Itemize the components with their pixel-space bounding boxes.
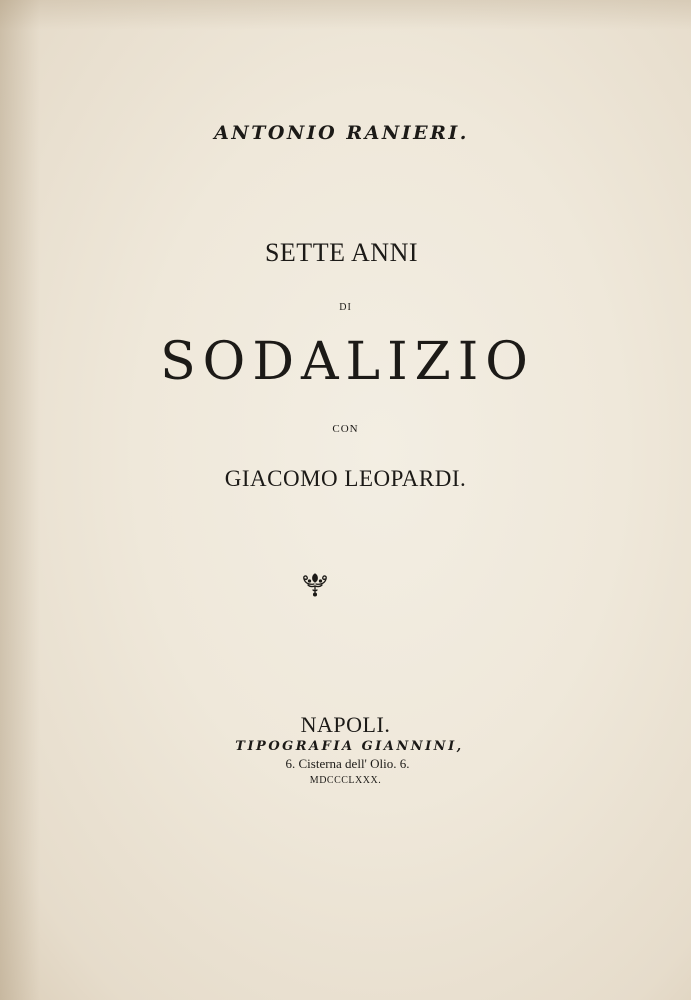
main-title: SODALIZIO [160,332,535,392]
author-name: ANTONIO RANIERI. [214,122,469,144]
imprint-year: MDCCCLXXX. [309,775,382,786]
title-line-giacomo-leopardi: GIACOMO LEOPARDI. [224,466,467,491]
imprint-address: 6. Cisterna dell' Olio. 6. [285,756,410,771]
page-top-shadow [0,0,691,30]
title-line-con: CON [332,423,359,435]
floral-ornament-icon [297,566,333,602]
page-edge-shadow [0,0,40,1000]
title-line-sette-anni: SETTE ANNI [264,238,419,267]
imprint-printer: TIPOGRAFIA GIANNINI, [235,739,464,754]
title-line-di: DI [339,302,352,313]
imprint-city: NAPOLI. [300,712,391,737]
